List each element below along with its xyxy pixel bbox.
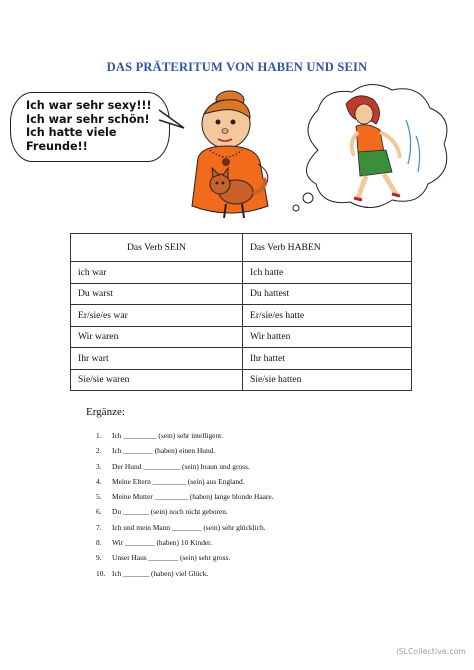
table-cell: Du hattest: [243, 283, 412, 305]
list-item: [96, 506, 396, 521]
table-cell: Ihr wart: [71, 348, 243, 370]
speech-line: Freunde!!: [26, 139, 88, 153]
table-cell: Sie/sie hatten: [243, 369, 412, 391]
old-woman-with-cat-icon: [178, 88, 293, 223]
table-row: [71, 326, 412, 348]
list-item: [96, 537, 396, 552]
item-number: 10.: [96, 568, 106, 578]
speech-line: Ich hatte viele: [26, 126, 117, 139]
table-cell: Wir waren: [71, 326, 243, 348]
table-cell: Ihr hattet: [243, 348, 412, 370]
list-item: [96, 491, 396, 506]
list-item: [96, 476, 396, 491]
verb-conjugation-table: [70, 233, 412, 391]
item-text: Meine Mutter _________ (haben) lange blonde Haare.: [112, 492, 274, 502]
item-number: 3.: [96, 461, 102, 471]
table-cell: Wir hatten: [243, 326, 412, 348]
speech-line: Ich war sehr sexy!!!: [26, 99, 152, 112]
item-text: Ich _________ (sein) sehr intelligent.: [112, 431, 224, 440]
speech-text: [26, 99, 176, 153]
table-row: [71, 283, 412, 305]
watermark: iSLCollective.com: [396, 647, 466, 656]
table-row: [71, 348, 412, 370]
header-sein: Das Verb SEIN: [71, 234, 243, 262]
item-number: 8.: [96, 538, 102, 548]
item-number: 7.: [96, 522, 102, 532]
exercise-list: [96, 430, 396, 583]
list-item: [96, 430, 396, 445]
table-cell: Er/sie/es war: [71, 305, 243, 327]
item-text: Meine Eltern _________ (sein) aus England.: [112, 476, 245, 486]
table-cell: Er/sie/es hatte: [243, 305, 412, 327]
list-item: [96, 522, 396, 537]
table-cell: Sie/sie waren: [71, 369, 243, 391]
table-row: [71, 262, 412, 284]
table-row: [71, 305, 412, 327]
speech-line: Ich war sehr schön!: [26, 112, 150, 126]
list-item: [96, 461, 396, 476]
item-text: Ich _______ (haben) viel Glück.: [112, 568, 209, 578]
item-text: Ich und mein Mann ________ (sein) sehr glücklich.: [112, 522, 266, 532]
table-cell: Ich hatte: [243, 262, 412, 284]
item-number: 6.: [96, 507, 102, 517]
list-item: [96, 445, 396, 460]
table-cell: ich war: [71, 262, 243, 284]
table-header-row: [71, 234, 412, 262]
list-item: [96, 552, 396, 567]
exercise-heading: Ergänze:: [86, 406, 125, 418]
item-text: Unser Haus ________ (sein) sehr gross.: [112, 553, 231, 563]
young-woman-thought-bubble-icon: [288, 80, 458, 215]
item-text: Der Hund __________ (sein) braun und gross.: [112, 461, 250, 471]
page-title: DAS PRÄTERITUM VON HABEN UND SEIN: [106, 60, 368, 74]
item-number: 5.: [96, 492, 102, 502]
header-haben: Das Verb HABEN: [243, 234, 412, 262]
item-number: 2.: [96, 446, 102, 456]
item-number: 1.: [96, 431, 102, 440]
table-row: [71, 369, 412, 391]
item-text: Wir ________ (haben) 10 Kinder.: [112, 538, 213, 548]
item-text: Ich ________ (haben) einen Hund.: [112, 446, 216, 456]
item-number: 4.: [96, 476, 102, 486]
item-text: Du _______ (sein) noch nicht geboren.: [112, 507, 228, 517]
list-item: [96, 568, 396, 583]
table-cell: Du warst: [71, 283, 243, 305]
item-number: 9.: [96, 553, 102, 563]
